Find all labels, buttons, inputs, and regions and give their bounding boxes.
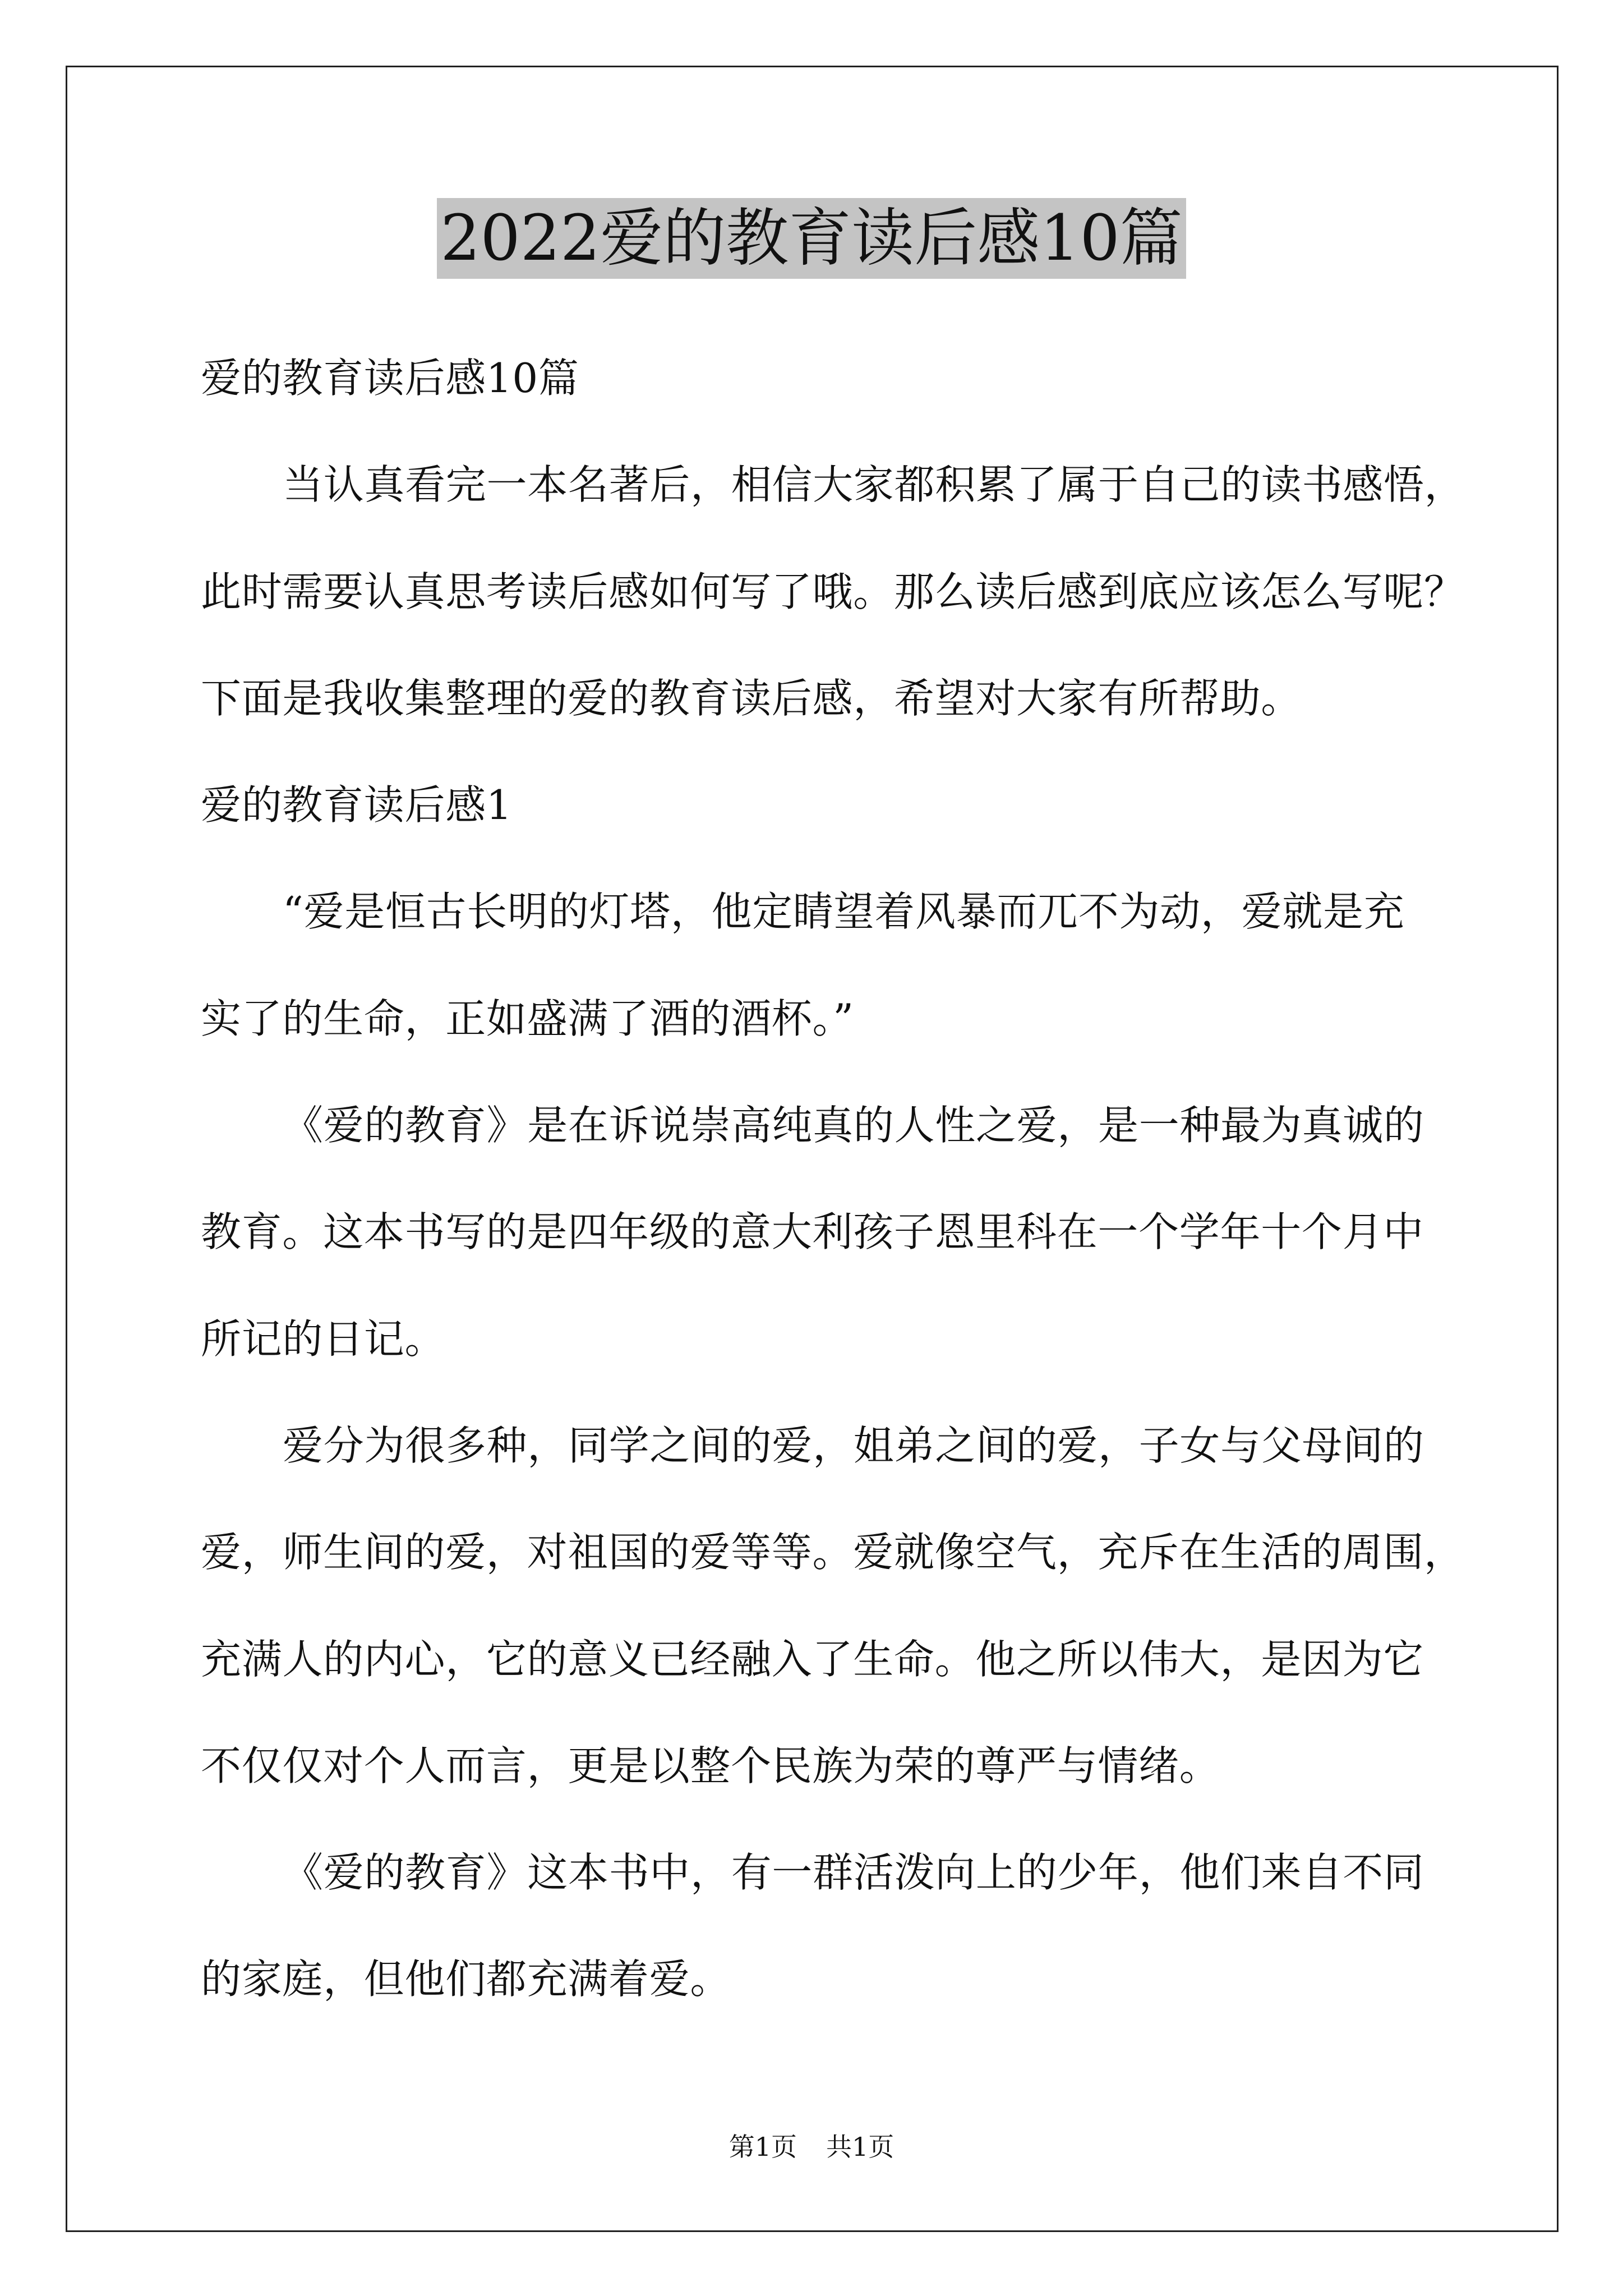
section-paragraph: [201, 858, 1536, 1072]
paragraph-line: 教育。这本书写的是四年级的意大利孩子恩里科在一个学年十个月中: [201, 1208, 1424, 1256]
total-pages-label: 共1页: [826, 2132, 895, 2162]
section-heading: 爱的教育读后感1: [201, 781, 513, 829]
paragraph-line: 充满人的内心，它的意义已经融入了生命。他之所以伟大，是因为它: [201, 1635, 1424, 1683]
section-paragraph: [201, 1392, 1536, 1819]
paragraph-line: 爱，师生间的爱，对祖国的爱等等。爱就像空气，充斥在生活的周围，: [201, 1529, 1465, 1576]
paragraph-line: 的家庭，但他们都充满着爱。: [201, 1955, 731, 2003]
page-footer: [0, 2130, 1623, 2164]
paragraph-line: 当认真看完一本名著后，相信大家都积累了属于自己的读书感悟，: [283, 461, 1465, 509]
paragraph-line: 下面是我收集整理的爱的教育读后感，希望对大家有所帮助。: [201, 674, 1302, 722]
intro-paragraph: [201, 431, 1536, 752]
paragraph-line: 《爱的教育》这本书中，有一群活泼向上的少年，他们来自不同: [283, 1849, 1424, 1897]
paragraph-line: 此时需要认真思考读后感如何写了哦。那么读后感到底应该怎么写呢？: [201, 568, 1465, 615]
section-paragraph: [201, 1072, 1536, 1392]
section-paragraph: [201, 1819, 1536, 2033]
paragraph-line: “爱是恒古长明的灯塔，他定睛望着风暴而兀不为动，爱就是充: [283, 888, 1405, 936]
document-title: 2022爱的教育读后感10篇: [437, 198, 1186, 279]
paragraph-line: 不仅仅对个人而言，更是以整个民族为荣的尊严与情绪。: [201, 1742, 1220, 1789]
paragraph-line: 实了的生命，正如盛满了酒的酒杯。”: [201, 995, 854, 1042]
document-body: [201, 325, 1536, 2033]
paragraph-line: 所记的日记。: [201, 1315, 446, 1363]
title-container: [0, 198, 1623, 279]
paragraph-line: 《爱的教育》是在诉说崇高纯真的人性之爱，是一种最为真诚的: [283, 1102, 1424, 1149]
current-page-label: 第1页: [728, 2132, 797, 2162]
paragraph-line: 爱分为很多种，同学之间的爱，姐弟之间的爱，子女与父母间的: [283, 1421, 1424, 1469]
intro-heading: 爱的教育读后感10篇: [201, 355, 579, 402]
